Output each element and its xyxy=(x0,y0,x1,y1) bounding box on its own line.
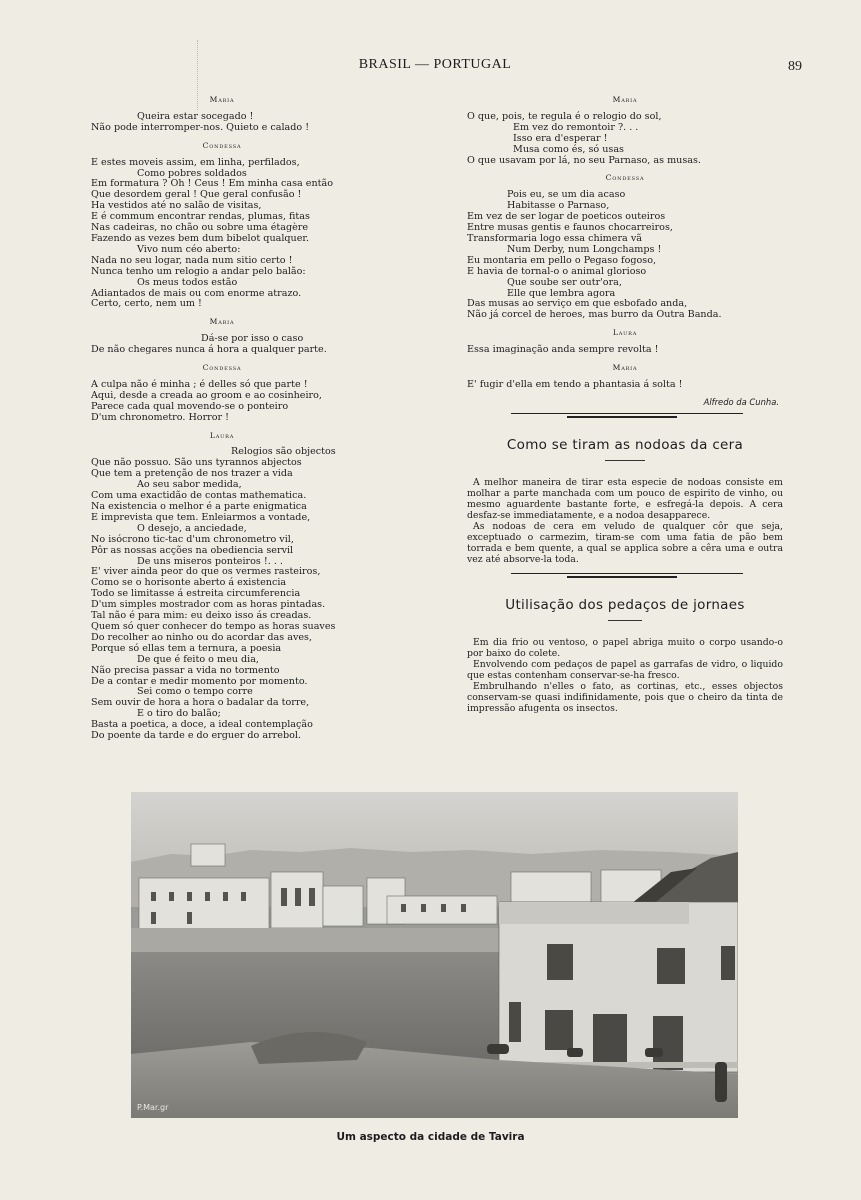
article-paragraph: Embrulhando n'elles o fato, as cortinas, etc., esses objectos conservam-se quasi indifinidamente, pois que o cheiro da tinta de impressão afugenta os insectos. xyxy=(467,680,783,714)
article-paragraph: Em dia frio ou ventoso, o papel abriga muito o corpo usando-o por baixo do colete. xyxy=(467,636,783,659)
article-paragraph: Envolvendo com pedaços de papel as garrafas de vidro, o liquido que estas contenham conservar-se-ha fresco. xyxy=(467,658,783,681)
page-header-title: BRASIL — PORTUGAL xyxy=(358,57,512,72)
verse-line: Nas cadeiras, no chão ou sobre uma étagère xyxy=(91,222,309,234)
verse-line: Das musas ao serviço em que esbofado anda, xyxy=(467,298,688,310)
speaker-name: Maria xyxy=(612,363,638,373)
verse-line: Que desordem geral ! Que geral confusão ! xyxy=(91,189,302,201)
verse-line: Que soube ser outr'ora, xyxy=(507,276,622,288)
speaker-name: Maria xyxy=(612,95,638,104)
verse-line: Nunca tenho um relogio a andar pelo balão: xyxy=(91,265,306,277)
verse-line: Vivo num céo aberto: xyxy=(137,243,241,255)
author-signature: Alfredo da Cunha. xyxy=(703,396,779,407)
verse-line: Pôr as nossas acções na obediencia servil xyxy=(91,544,294,556)
verse-line: E é commum encontrar rendas, plumas, fitas xyxy=(91,211,310,223)
photo-credit: P.Mar.gr xyxy=(137,1103,169,1112)
article-title-newspaper-uses: Utilisação dos pedaços de jornaes xyxy=(505,596,745,613)
verse-line: Essa imaginação anda sempre revolta ! xyxy=(467,344,659,356)
verse-line: Os meus todos estão xyxy=(137,276,238,288)
verse-line: De uns miseros ponteiros !. . . xyxy=(137,555,283,567)
verse-line: Isso era d'esperar ! xyxy=(513,132,608,144)
left-column-dialogue xyxy=(91,88,353,742)
verse-line: Num Derby, num Longchamps ! xyxy=(507,243,662,255)
verse-line: Em vez de ser logar de poeticos outeiros xyxy=(467,211,666,223)
verse-line: Elle que lembra agora xyxy=(507,287,616,299)
verse-line: Em vez do remontoir ?. . . xyxy=(513,121,639,133)
verse-line: No isócrono tic-tac d'um chronometro vil, xyxy=(91,533,294,545)
verse-line: E estes moveis assim, em linha, perfilados, xyxy=(91,156,300,168)
verse-line: E o tiro do balão; xyxy=(137,708,221,720)
verse-line: Do recolher ao ninho ou do acordar das aves, xyxy=(91,631,313,643)
verse-line: Eu montaria em pello o Pegaso fogoso, xyxy=(467,254,657,266)
verse-line: Como se o horisonte aberto á existencia xyxy=(91,577,287,589)
verse-line: Não precisa passar a vida no tormento xyxy=(91,664,280,676)
section-divider xyxy=(467,413,783,433)
verse-line: De não chegares nunca á hora a qualquer parte. xyxy=(91,344,327,356)
verse-line: Basta a poetica, a doce, a ideal contemplação xyxy=(91,719,313,731)
verse-line: Fazendo as vezes bem dum bibelot qualquer. xyxy=(91,232,309,244)
speaker-name: Condessa xyxy=(202,140,242,150)
verse-line: Queira estar socegado ! xyxy=(137,110,254,122)
verse-line: Adiantados de mais ou com enorme atrazo. xyxy=(91,287,302,299)
verse-line: Aqui, desde a creada ao groom e ao cosinheiro, xyxy=(91,389,322,401)
section-divider xyxy=(467,573,783,593)
verse-line: Quem só quer conhecer do tempo as horas suaves xyxy=(91,620,336,632)
verse-line: O que, pois, te regula é o relogio do sol, xyxy=(467,110,662,122)
verse-line: Tal não é para mim: eu deixo isso ás creadas. xyxy=(91,610,312,622)
verse-line: Musa como és, só usas xyxy=(513,143,624,155)
verse-line: Entre musas gentis e faunos chocarreiros, xyxy=(467,222,673,234)
verse-line: Que tem a pretenção de nos trazer a vida xyxy=(91,468,293,480)
title-underline xyxy=(608,620,642,621)
article-title-wax-stains: Como se tiram as nodoas da cera xyxy=(506,436,744,453)
speaker-name: Condessa xyxy=(605,173,645,183)
article-paragraph: A melhor maneira de tirar esta especie de nodoas consiste em molhar a parte manchada com um pouco de espirito de vinho, ou mesmo aguardente bastante forte, e esfregá-la depois. A cera desfaz-se immediatamente, e a nodoa desapparece. xyxy=(467,476,783,521)
verse-line: Todo se limitasse á estreita circumferencia xyxy=(91,588,301,600)
speaker-name: Laura xyxy=(209,430,235,440)
verse-line: Ha vestidos até no salão de visitas, xyxy=(91,200,262,212)
verse-line: O desejo, a anciedade, xyxy=(137,522,247,534)
article-body-newspaper-uses xyxy=(467,637,783,714)
right-column-dialogue xyxy=(467,95,783,391)
verse-line: Nada no seu logar, nada num sitio certo ! xyxy=(91,254,293,266)
speaker-name: Maria xyxy=(209,95,235,104)
verse-line: O que usavam por lá, no seu Parnaso, as musas. xyxy=(467,154,701,166)
verse-line: De a contar e medir momento por momento. xyxy=(91,675,308,687)
verse-line: Transformaria logo essa chimera vã xyxy=(467,232,642,244)
verse-line: A culpa não é minha ; é delles só que parte ! xyxy=(91,378,308,390)
verse-line: Na existencia o melhor é a parte enigmatica xyxy=(91,501,307,512)
verse-line: Pois eu, se um dia acaso xyxy=(507,189,626,201)
speaker-name: Maria xyxy=(209,317,235,327)
verse-line: De que é feito o meu dia, xyxy=(137,653,259,665)
right-column xyxy=(467,88,783,714)
verse-line: E havia de tornal-o o animal glorioso xyxy=(467,265,647,277)
verse-line: Em formatura ? Oh ! Ceus ! Em minha casa então xyxy=(91,178,333,190)
verse-line: Sei como o tempo corre xyxy=(137,686,253,698)
speaker-name: Laura xyxy=(612,328,638,338)
verse-line: Relogios são objectos xyxy=(231,446,336,458)
verse-line: E' fugir d'ella em tendo a phantasia á solta ! xyxy=(467,378,683,390)
verse-line: Habitasse o Parnaso, xyxy=(507,200,610,212)
verse-line: Não já corcel de heroes, mas burro da Outra Banda. xyxy=(467,309,722,321)
verse-line: Certo, certo, nem um ! xyxy=(91,298,202,310)
photo-caption: Um aspecto da cidade de Tavira xyxy=(336,1131,525,1143)
verse-line: D'um simples mostrador com as horas pintadas. xyxy=(91,599,326,611)
page-number: 89 xyxy=(788,59,802,74)
verse-line: Parece cada qual movendo-se o ponteiro xyxy=(91,400,289,412)
verse-line: E imprevista que tem. Enleiarmos a vontade, xyxy=(91,511,311,523)
speaker-name: Condessa xyxy=(202,363,242,373)
article-body-wax-stains xyxy=(467,477,783,565)
verse-line: Sem ouvir de hora a hora o badalar da torre, xyxy=(91,697,310,709)
verse-line: Porque só ellas tem a ternura, a poesia xyxy=(91,642,282,654)
verse-line: Com uma exactidão de contas mathematica. xyxy=(91,490,307,502)
verse-line: Não pode interromper-nos. Quieto e calado ! xyxy=(91,121,310,133)
verse-line: D'um chronometro. Horror ! xyxy=(91,411,230,423)
article-paragraph: As nodoas de cera em veludo de qualquer côr que seja, exceptuado o carmezim, tiram-se com uma fatia de pão bem torrada e bem quente, a qual se applica sobre a cêra uma e outra vez até absorve-la toda. xyxy=(467,520,783,565)
verse-line: Do poente da tarde e do erguer do arrebol. xyxy=(91,730,301,742)
verse-line: Como pobres soldados xyxy=(137,167,247,179)
verse-line: Ao seu sabor medida, xyxy=(137,479,242,491)
verse-line: Que não possuo. São uns tyrannos abjectos xyxy=(91,457,302,469)
verse-line: E' viver ainda peor do que os vermes rasteiros, xyxy=(91,566,321,578)
tavira-photograph xyxy=(131,792,738,1118)
verse-line: Dá-se por isso o caso xyxy=(201,333,304,345)
title-underline xyxy=(605,460,645,461)
